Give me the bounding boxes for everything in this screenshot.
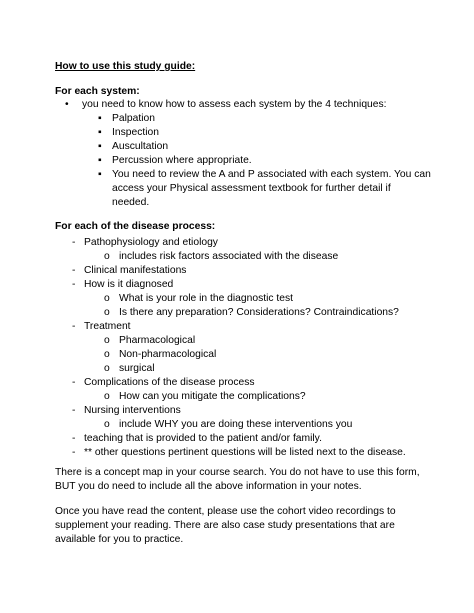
technique-item: Inspection [112,127,159,138]
square-bullet-marker: ▪ [98,141,102,152]
disease-item: How is it diagnosed [84,279,174,290]
dash-marker: - [72,279,76,290]
circle-marker: o [104,335,110,346]
disease-heading: For each of the disease process: [55,221,216,232]
circle-marker: o [104,349,110,360]
disease-subitem: surgical [119,363,155,374]
disease-item: ** other questions pertinent questions will be listed next to the disease. [84,447,406,458]
document-title: How to use this study guide: [55,61,196,72]
disease-item: teaching that is provided to the patient and/or family. [84,433,322,444]
dash-marker: - [72,405,76,416]
system-heading: For each system: [55,86,140,97]
circle-marker: o [104,307,110,318]
technique-item: Percussion where appropriate. [112,155,252,166]
disease-subitem: How can you mitigate the complications? [119,391,306,402]
closing-paragraph-line: supplement your reading. There are also case study presentations that are [55,520,395,531]
concept-map-paragraph-line: There is a concept map in your course search. You do not have to use this form, [55,467,420,478]
system-bullet-main: you need to know how to assess each system by the 4 techniques: [82,99,387,110]
disease-item: Pathophysiology and etiology [84,237,218,248]
dash-marker: - [72,377,76,388]
closing-paragraph-line: Once you have read the content, please use the cohort video recordings to [55,506,396,517]
square-bullet-marker: ▪ [98,155,102,166]
square-bullet-marker: ▪ [98,127,102,138]
disease-item: Complications of the disease process [84,377,255,388]
dash-marker: - [72,433,76,444]
circle-marker: o [104,293,110,304]
disease-subitem: Is there any preparation? Considerations? Contraindications? [119,307,399,318]
disease-subitem: include WHY you are doing these interventions you [119,419,353,430]
concept-map-paragraph-line: BUT you do need to include all the above information in your notes. [55,481,362,492]
dash-marker: - [72,265,76,276]
disease-subitem: What is your role in the diagnostic test [119,293,293,304]
technique-item: Auscultation [112,141,169,152]
disease-subitem: Pharmacological [119,335,196,346]
dash-marker: - [72,321,76,332]
ap-review-line: access your Physical assessment textbook for further detail if [112,183,391,194]
technique-item: Palpation [112,113,155,124]
circle-marker: o [104,251,110,262]
ap-review-line: needed. [112,197,150,208]
circle-marker: o [104,419,110,430]
disease-subitem: Non-pharmacological [119,349,217,360]
disease-subitem: includes risk factors associated with the disease [119,251,339,262]
circle-marker: o [104,363,110,374]
circle-marker: o [104,391,110,402]
closing-paragraph-line: available for you to practice. [55,534,184,545]
square-bullet-marker: ▪ [98,169,102,180]
ap-review-line: You need to review the A and P associated with each system. You can [112,169,431,180]
dash-marker: - [72,237,76,248]
disease-item: Nursing interventions [84,405,181,416]
square-bullet-marker: ▪ [98,113,102,124]
bullet-marker: • [65,99,69,110]
disease-item: Treatment [84,321,131,332]
disease-item: Clinical manifestations [84,265,187,276]
dash-marker: - [72,447,76,458]
